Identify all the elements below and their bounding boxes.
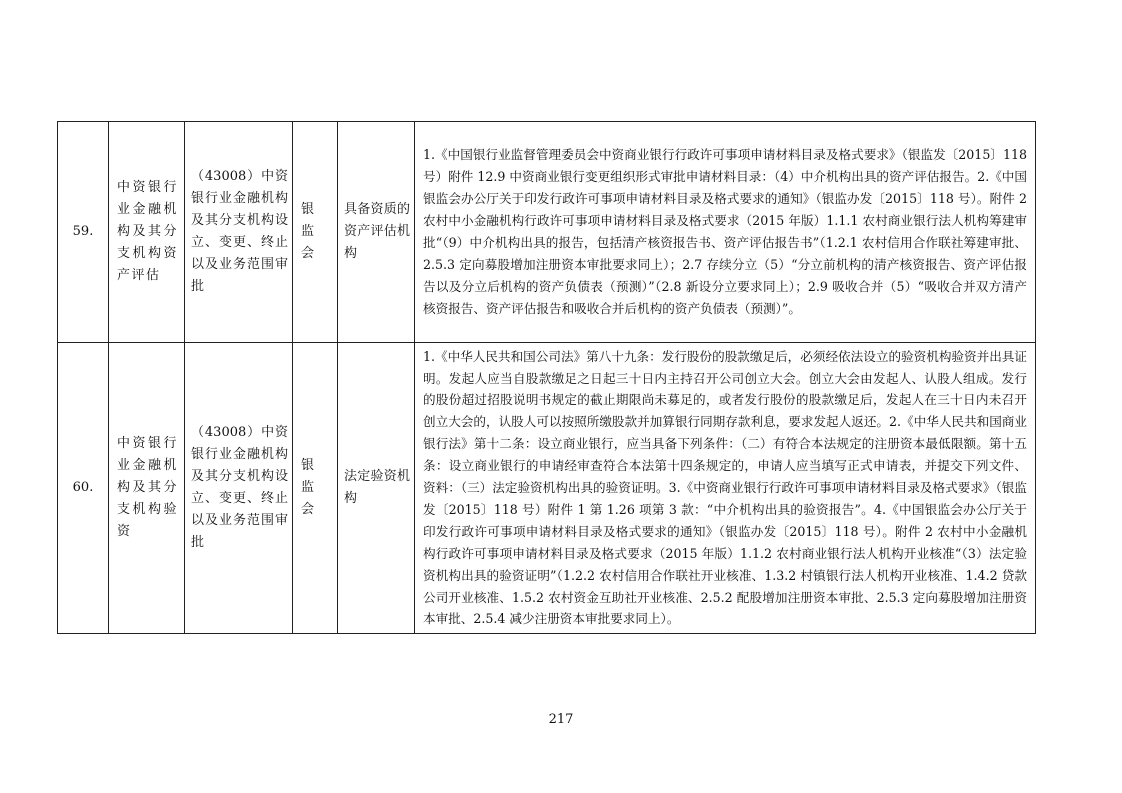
department-cell — [293, 343, 338, 634]
table-row — [58, 122, 1036, 343]
provider-condition: 法定验资机构 — [344, 469, 410, 506]
service-name: 中资银行业金融机构及其分支机构验资 — [117, 436, 178, 539]
row-number: 59. — [72, 224, 94, 239]
department: 银监会 — [301, 202, 319, 261]
approval-item-cell — [185, 343, 293, 634]
condition-cell — [338, 122, 415, 343]
department-cell — [293, 122, 338, 343]
approval-item: （43008）中资银行业金融机构及其分支机构设立、变更、终止以及业务范围审批 — [191, 425, 288, 550]
items-table — [57, 121, 1036, 634]
row-number-cell — [58, 343, 109, 634]
row-number: 60. — [72, 480, 94, 495]
department: 银监会 — [301, 458, 319, 517]
row-number-cell — [58, 122, 109, 343]
basis-cell — [415, 343, 1036, 634]
page-number: 217 — [548, 712, 574, 727]
approval-item-cell — [185, 122, 293, 343]
basis-cell — [415, 122, 1036, 343]
service-name-cell — [109, 343, 185, 634]
condition-cell — [338, 343, 415, 634]
provider-condition: 具备资质的资产评估机构 — [344, 202, 410, 261]
table-row — [58, 343, 1036, 634]
legal-basis: 1.《中华人民共和国公司法》第八十九条：发行股份的股款缴足后，必须经依法设立的验资机构验资并出具证明。发起人应当自股款缴足之日起三十日内主持召开公司创立大会。创立大会由发起人、认股人组成。发行的股份超过招股说明书规定的截止期限尚未募足的，或者发行股份的股款缴足后，发起人在三十日内未召开创立大会的，认股人可以按照所缴股款并加算银行同期存款利息，要求发起人返还。2.《中华人民共和国商业银行法》第十二条：设立商业银行，应当具备下列条件：（二）有符合本法规定的注册资本最低限额。第十五条：设立商业银行的申请经审查符合本法第十四条规定的，申请人应当填写正式申请表，并提交下列文件、资料：（三）法定验资机构出具的验资证明。3.《中资商业银行行政许可事项申请材料目录及格式要求》（银监发〔2015〕118 号）附件 1 第 1.26 项第 3 款：“中介机构出具的验资报告”。4.《中国银监会办公厅关于印发行政许可事项申请材料目录及格式要求的通知》（银监办发〔2015〕118 号）。附件 2 农村中小金融机构行政许可事项申请材料目录及格式要求（2015 年版）1.1.2 农村商业银行法人机构开业核准“（3）法定验资机构出具的验资证明”（1.2.2 农村信用合作联社开业核准、1.3.2 村镇银行法人机构开业核准、1.4.2 贷款公司开业核准、1.5.2 农村资金互助社开业核准、2.5.2 配股增加注册资本审批、2.5.3 定向募股增加注册资本审批、2.5.4 减少注册资本审批要求同上）。 — [423, 348, 1027, 627]
approval-item: （43008）中资银行业金融机构及其分支机构设立、变更、终止以及业务范围审批 — [191, 169, 288, 294]
legal-basis: 1.《中国银行业监督管理委员会中资商业银行行政许可事项申请材料目录及格式要求》（银监发〔2015〕118 号）附件 12.9 中资商业银行变更组织形式审批申请材料目录：（4）中介机构出具的资产评估报告。2.《中国银监会办公厅关于印发行政许可事项申请材料目录及格式要求的通知》（银监办发〔2015〕118 号）。附件 2 农村中小金融机构行政许可事项申请材料目录及格式要求（2015 年版）1.1.1 农村商业银行法人机构筹建审批“（9）中介机构出具的报告，包括清产核资报告书、资产评估报告书”（1.2.1 农村信用合作联社筹建审批、2.5.3 定向募股增加注册资本审批要求同上）；2.7 存续分立（5）“分立前机构的清产核资报告、资产评估报告以及分立后机构的资产负债表（预测）”（2.8 新设分立要求同上）；2.9 吸收合并（5）“吸收合并双方清产核资报告、资产评估报告和吸收合并后机构的资产负债表（预测）”。 — [423, 147, 1027, 316]
service-name-cell — [109, 122, 185, 343]
service-name: 中资银行业金融机构及其分支机构资产评估 — [117, 180, 178, 283]
